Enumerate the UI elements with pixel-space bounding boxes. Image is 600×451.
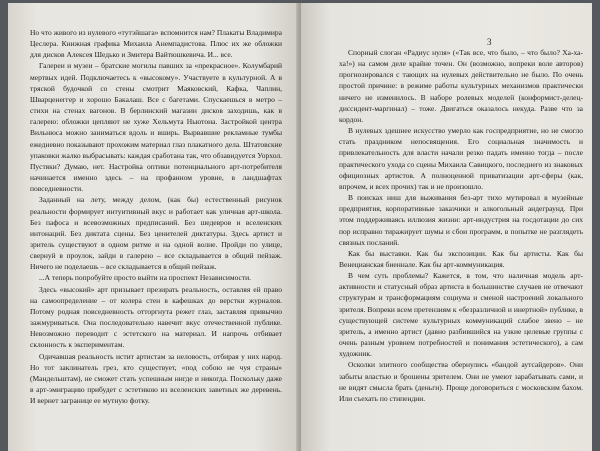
paragraph: В нулевых здешнее искусство умерло как госпредприятие, но не смогло стать праздником непосвящения. Его социальная значимость и привлекательность для власти начали резко падать именно тогда – после практического ухода со сцены Михаила Савицкого, последнего из знаковых официозных артистов. А полноценной приватизации арт-сферы (как, впрочем, и всех прочих) так и не произошло. xyxy=(339,126,583,191)
paragraph: Заданный на лету, между делом, (как бы) естественный рисунок реальности формирует интуитивный вкус и работает как уличная арт-школа. Без пафоса и всевозможных предписаний. Без шедевров и вселенских интонаций. Без диктата сцены. Без ценителей диктатуры. Здесь артист и зритель существуют в одном ритме и на одной волне. Пройди по улице, свернуй в проулок, зайди в галерею – все складывается в общий пейзаж. Ничего не поделаешь – все складывается в общий пейзаж. xyxy=(30,195,282,272)
paragraph: Но что живого из нулевого «тутэйшага» вспомнится нам? Плакаты Владимира Цеслера. Книжная графика Михаила Анемпадистова. Плюс их же обложки для дисков Алексея Шедько и Змитера Вайтюшкевича. И... все. xyxy=(30,28,282,60)
left-page xyxy=(8,3,298,451)
paragraph: Как бы выставки. Как бы экспозиции. Как бы артисты. Как бы Венецианская биеннале. Как бы арт-коммуникация. xyxy=(339,248,583,269)
paragraph: ...А теперь попробуйте просто выйти на проспект Независимости. xyxy=(39,273,252,283)
paragraph: Здесь «высокий» арт призывает презирать реальность, оставляя ей право на самоопределение – от колера стен в кафешках до верстки журналов. Потому родная повседневность отторгнута режет глаз, заставляя привычно зажмуриваться. Она последовательно навечит вкус отечественной публике. Невозможно переводит с эстетского на материал. И напрочь отбивает склонность к экспериментам. xyxy=(30,284,282,350)
right-page-text xyxy=(339,47,583,404)
right-page xyxy=(301,3,592,451)
paragraph: Одичавшая реальность истит артистам за неловость, отбирая у них народ. Но тот заклинатель грез, кто существует, «под собою не чуя страны» (Мандельштам), не сможет стать успешным нигде и никогда. Поскольку даже в арт-эмиграцию прибудет с эстетикою из вселенских заветных же деревень. И вернет загранице ее мутную фотку. xyxy=(30,351,282,406)
paragraph: Галереи и музеи – братские могилы павших за «прекрасное». Колумбарий мертвых идей. Подключаетесь к «высокому». Участвуете в культурной. А в тряской будочкой со стены смотрит Маяковский, Кафка, Чаплин, Шварценеггер и хорошо Бакалаш. Все с багетами. Спускаешься в метро – стихи на стенах вагонов. В берлинский магазин дисков заходишь, как в галерею: обложки цепляют не хуже Хельмута Ньютона. Застройкой центра Вильнюса можно заниматься вдоль и вширь. Вырвавшие рекламные тумбы ежедневно показывают прохожим материал глаз плакатного дела. Штатовские упаковки жалко выбрасывать: каждая сработана так, что обзавидуется Уорхол. Пустяки? Думаю, нет. Настройка оптики потенциального арт-потребителя начинается именно здесь – на профанном уровне, в ландшафтах повседневности. xyxy=(30,61,282,194)
book-spread xyxy=(8,3,592,451)
paragraph: В поисках ниш для выживания без-арт тихо мутировал в музейные предприятия, корпоративные заказчики и алкогольный андеграунд. При этом поддерживаясь иллюзия жизни: арт-индустрия на госдотации до сих пор исправно тиражирует шумы и сбои программ, в попытке не разглядеть связных посланий. xyxy=(339,193,583,247)
page-number: 3 xyxy=(487,37,492,47)
left-page-text xyxy=(30,27,282,406)
paragraph: Осколки элитного сообщества обернулись «бандой аутсайдеров». Они забыты властью и брошены зрителем. Они не умеют зарабатывать сами, и не видят смысла брать (деньги). Проще договориться с московским бахом. Или съехать по стипендии. xyxy=(339,360,583,403)
paragraph: Спорный слоган «Радиус нуля» («Так все, что было, – что было? Ха-ха-ха!») на самом деле крайне точен. Он (возможно, вопреки воле авторов) прогнозировался с тающих на нулевых действительно не было. По очень простой причине: в режиме работы культурных механизмов практически ничего не изменилось. В наборе ролевых моделей (конформист-делец-диссидент-маргинал) – тоже. Двигаться оказалось некуда. Разве что за кордон. xyxy=(339,48,583,124)
paragraph: В чем суть проблемы? Кажется, в том, что наличная модель арт-активности и статусный образ артиста в большинстве случаев не отвечают структурам и трансформациям социума и сменой настроений локального зрителя. Вопреки всем претензиям к «безразличной и инертной» публике, в существующей системе культурных коммуникаций слабое звено – не зритель, а именно артист (давно разбившийся на узкие целевые группы с очень разным уровнем потребностей и понимания эстетического), а сам художник. xyxy=(339,271,583,359)
